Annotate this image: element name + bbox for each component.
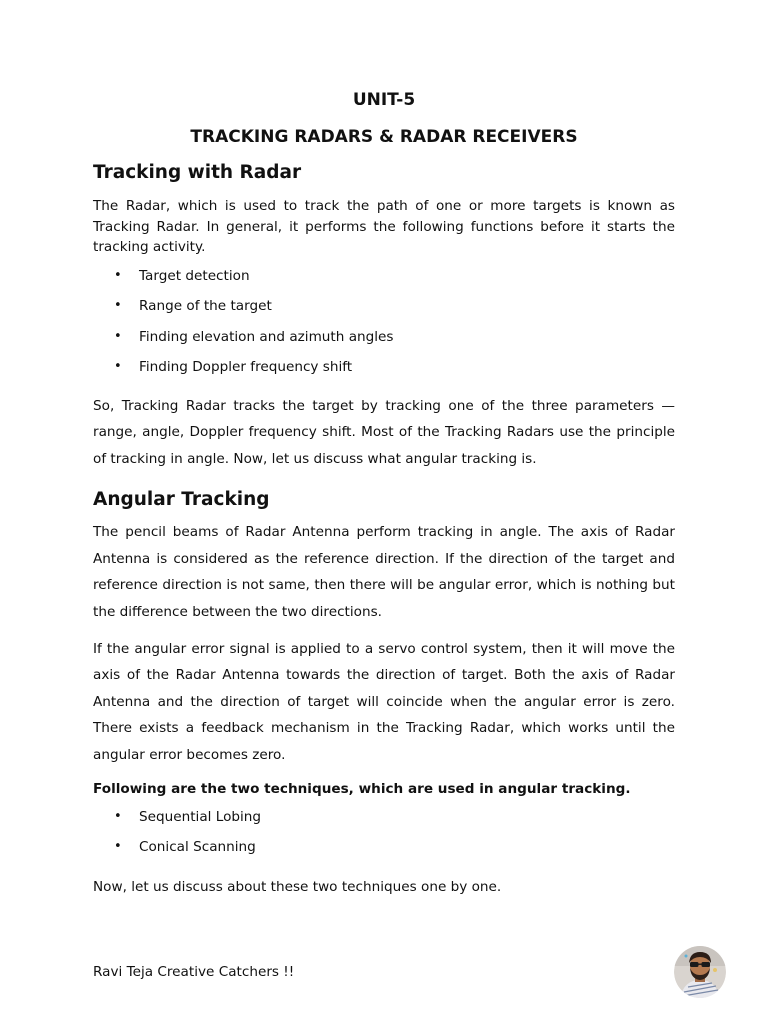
list-item-text: Finding Doppler frequency shift [139,359,353,375]
document-content [93,88,675,897]
closing-paragraph: Now, let us discuss about these two techniques one by one. [93,878,502,895]
list-item [93,266,675,297]
section-heading-tracking: Tracking with Radar [93,162,302,183]
list-item-text: Conical Scanning [139,839,256,856]
section-heading-angular: Angular Tracking [93,489,270,511]
servo-paragraph: If the angular error signal is applied to a servo control system, then it will move the axis of the Radar Antenna towards the direction of target. Both the axis of Radar Antenna and the direction of target will coincide when the angular error is zero. There exists a feedback mechanism in the Tracking Radar, which works until the angular error becomes zero. [93,640,675,764]
bullet-icon: • [114,328,122,344]
bullet-icon: • [114,839,122,855]
unit-title: UNIT-5 [352,90,416,110]
author-avatar-icon [674,946,726,998]
list-item-text: Sequential Lobing [139,808,262,825]
list-item [93,296,675,327]
list-item [93,327,675,358]
footer-author: Ravi Teja Creative Catchers !! [93,964,295,980]
bullet-icon: • [114,298,122,313]
techniques-list [93,807,675,868]
list-item-text: Finding elevation and azimuth angles [139,328,394,345]
functions-list [93,266,675,388]
tracking-paragraph: So, Tracking Radar tracks the target by tracking one of the three parameters — range, angle, Doppler frequency shift. Most of the Tracking Radars use the principle of tracking in angle. Now, let us discuss what angular tracking is. [93,397,675,467]
bullet-icon: • [114,359,122,374]
pencil-beam-paragraph: The pencil beams of Radar Antenna perform tracking in angle. The axis of Radar Antenna is considered as the reference direction. If the direction of the target and reference direction is not same, then there will be angular error, which is nothing but the difference between the two directions. [93,524,675,621]
avatar-illustration-icon [674,946,726,998]
main-title: TRACKING RADARS & RADAR RECEIVERS [190,127,578,147]
list-item [93,807,675,838]
list-item-text: Range of the target [139,298,272,314]
techniques-intro: Following are the two techniques, which are used in angular tracking. [93,780,631,797]
list-item-text: Target detection [139,267,250,284]
bullet-icon: • [114,267,122,283]
bullet-icon: • [114,808,122,824]
list-item [93,837,675,868]
intro-paragraph: The Radar, which is used to track the path of one or more targets is known as Tracking Radar. In general, it performs the following functions before it starts the tracking activity. [93,198,675,255]
list-item [93,357,675,388]
